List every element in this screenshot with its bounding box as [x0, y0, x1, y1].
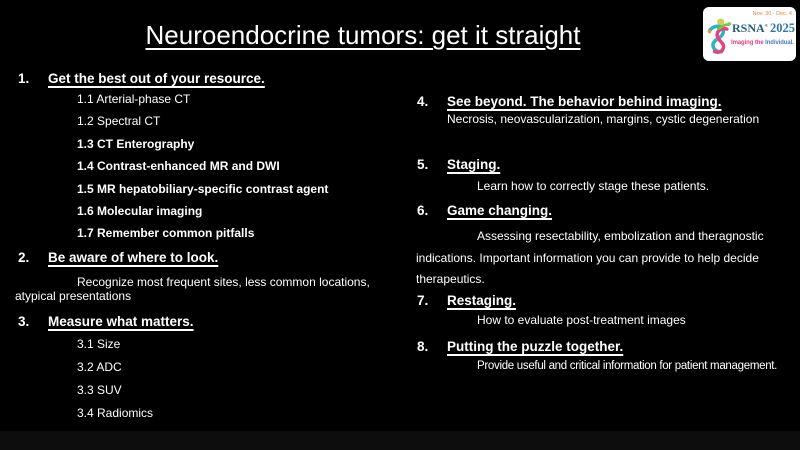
item-heading: Measure what matters. — [48, 314, 194, 329]
item-sub: 3.3 SUV — [77, 383, 122, 397]
rsna-figure-icon — [706, 15, 732, 57]
item-sub: 1.7 Remember common pitfalls — [77, 226, 255, 240]
outline-item-4 — [417, 94, 722, 110]
rsna-logo — [703, 7, 796, 61]
item-sub: 3.1 Size — [77, 337, 121, 351]
rsna-dates: Nov. 30 - Dec. 4 — [752, 11, 792, 17]
item-heading: See beyond. The behavior behind imaging. — [447, 94, 722, 109]
item-heading: Restaging. — [447, 293, 517, 308]
item-sub: 1.1 Arterial-phase CT — [77, 92, 191, 106]
item-desc: Necrosis, neovascularization, margins, cystic degeneration — [447, 112, 760, 126]
rsna-tagline-part1: Imaging the — [731, 40, 766, 46]
outline-item-8 — [417, 339, 623, 355]
rsna-year: 2025 — [770, 21, 796, 35]
item-sub: 3.2 ADC — [77, 360, 122, 374]
item-number: 5. — [417, 157, 429, 172]
rsna-tagline — [731, 40, 794, 46]
outline-item-1 — [18, 71, 265, 87]
item-number: 7. — [417, 293, 429, 308]
item-sub: 1.4 Contrast-enhanced MR and DWI — [77, 159, 280, 173]
item-number: 3. — [18, 314, 30, 329]
item-number: 8. — [417, 339, 429, 354]
item-sub: 1.5 MR hepatobiliary-specific contrast agent — [77, 182, 329, 196]
outline-item-2 — [18, 250, 218, 266]
item-sub: 1.3 CT Enterography — [77, 137, 195, 151]
outline-item-3 — [18, 314, 194, 330]
rsna-tagline-part2: Individual. — [765, 40, 794, 46]
rsna-registered-mark: ® — [764, 23, 769, 28]
item-number: 1. — [18, 71, 30, 86]
bottom-band — [0, 431, 800, 450]
item-heading: Putting the puzzle together. — [447, 339, 624, 354]
item-desc: Provide useful and critical information for patient management. — [477, 360, 778, 372]
item-number: 4. — [417, 94, 429, 109]
item-heading: Be aware of where to look. — [48, 250, 219, 265]
outline-item-6 — [417, 203, 552, 219]
outline-item-7 — [417, 293, 516, 309]
item-number: 2. — [18, 250, 30, 265]
item-desc: Recognize most frequent sites, less common locations, atypical presentations — [15, 275, 370, 303]
item-number: 6. — [417, 203, 429, 218]
item-sub: 3.4 Radiomics — [77, 406, 154, 420]
item-heading: Staging. — [447, 157, 501, 172]
item-desc: Learn how to correctly stage these patients. — [477, 179, 710, 193]
rsna-wordmark — [732, 22, 795, 35]
item-desc: How to evaluate post-treatment images — [477, 313, 686, 327]
rsna-org: RSNA — [732, 21, 765, 35]
item-heading: Game changing. — [447, 203, 553, 218]
item-heading: Get the best out of your resource. — [48, 71, 265, 86]
outline-item-5 — [417, 157, 500, 173]
item-sub: 1.2 Spectral CT — [77, 114, 161, 128]
item-desc: Assessing resectability, embolization and theragnostic indications. Important information you can provide to help decide therapeutics. — [416, 229, 764, 286]
slide-title: Neuroendocrine tumors: get it straight — [145, 20, 581, 50]
item-sub: 1.6 Molecular imaging — [77, 204, 203, 218]
